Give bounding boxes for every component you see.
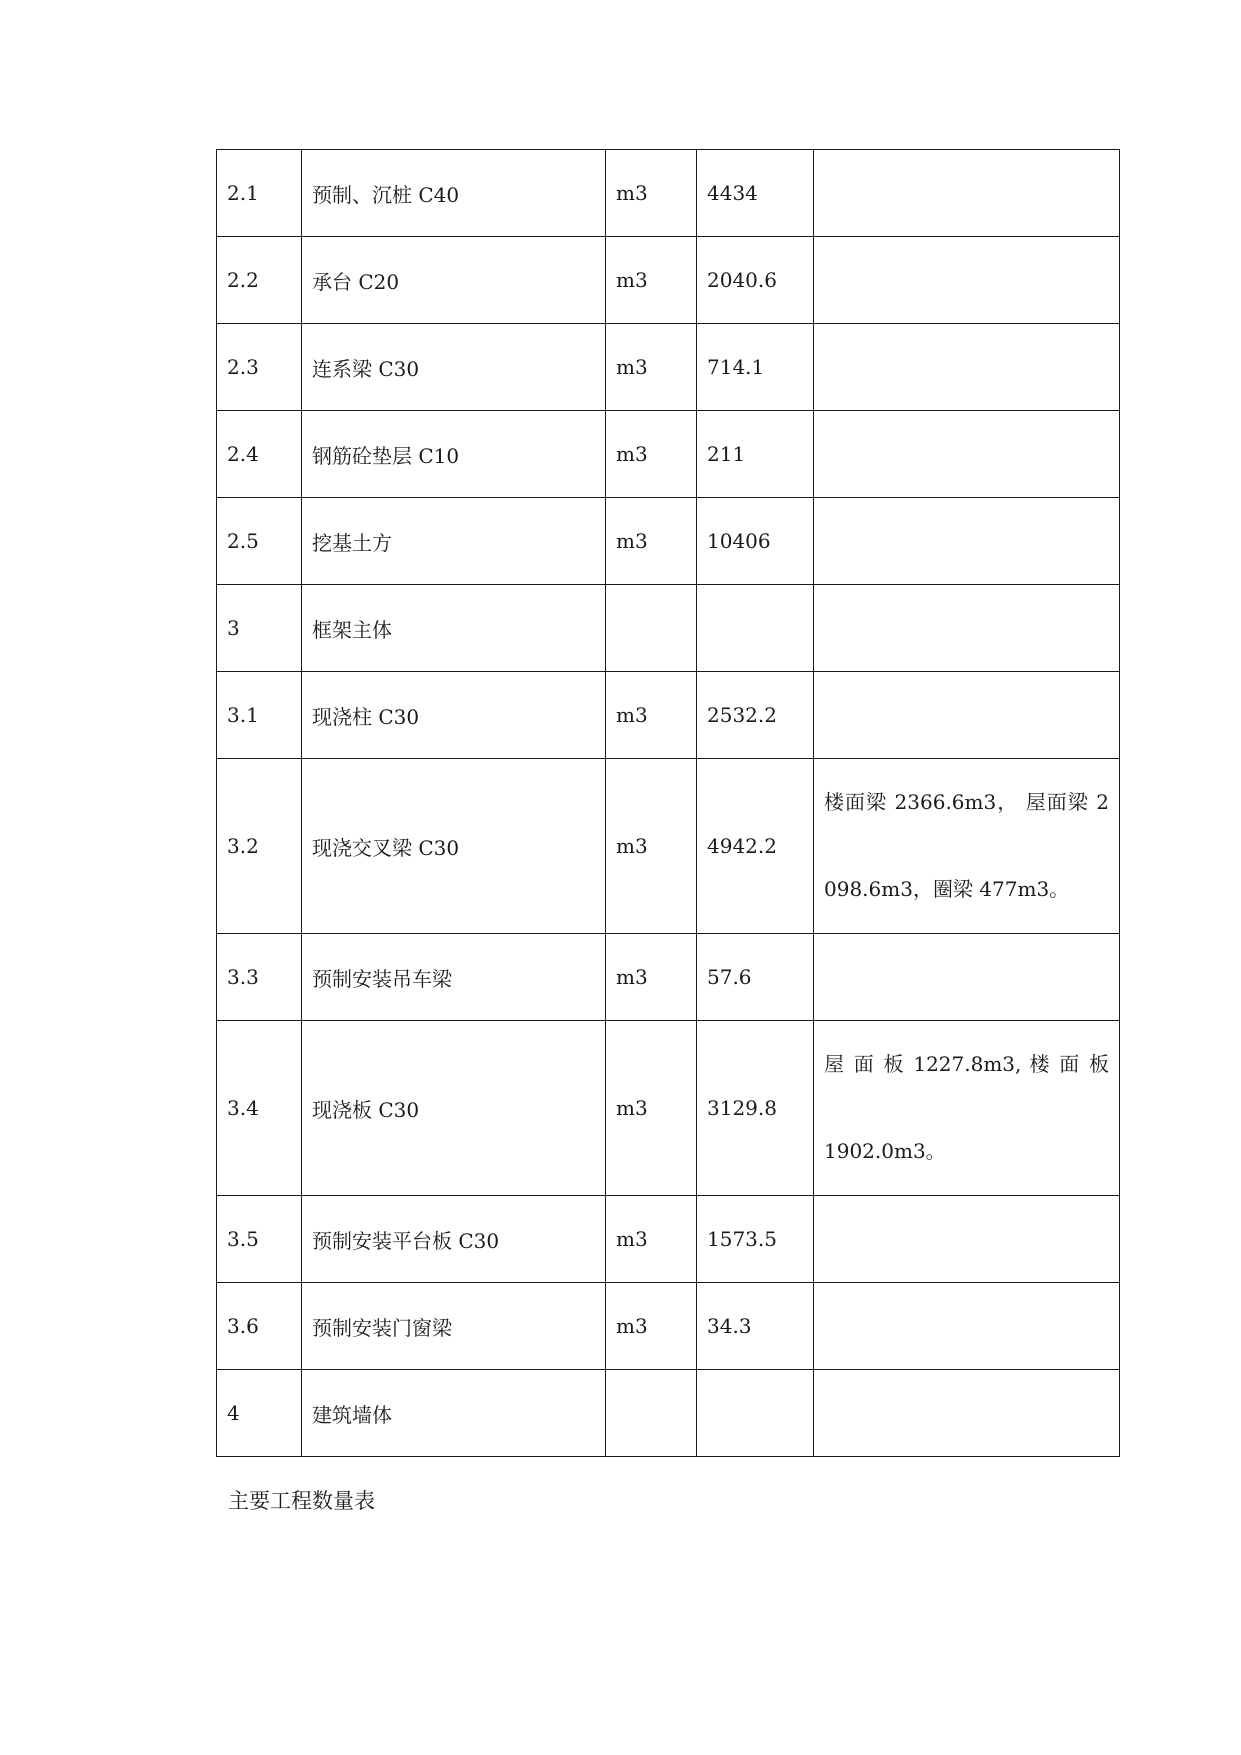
item-number-cell: 3.3 [217,934,302,1021]
note-cell [814,1283,1120,1370]
quantity-cell: 4942.2 [697,759,814,934]
unit-cell: m3 [606,1021,697,1196]
quantity-cell: 2532.2 [697,672,814,759]
table-body [217,150,1120,1457]
item-name-cell: 预制、沉桩 C40 [302,150,606,237]
item-number-cell: 3.2 [217,759,302,934]
unit-cell: m3 [606,1196,697,1283]
quantity-cell: 34.3 [697,1283,814,1370]
item-number-cell: 2.4 [217,411,302,498]
item-number-cell: 3.1 [217,672,302,759]
quantity-cell: 1573.5 [697,1196,814,1283]
unit-cell [606,1370,697,1457]
note-cell [814,324,1120,411]
item-name-cell: 现浇板 C30 [302,1021,606,1196]
table-caption: 主要工程数量表 [228,1489,375,1513]
note-cell [814,672,1120,759]
unit-cell: m3 [606,324,697,411]
note-cell [814,1370,1120,1457]
item-name-cell: 现浇交叉梁 C30 [302,759,606,934]
unit-cell: m3 [606,672,697,759]
item-number-cell: 3.5 [217,1196,302,1283]
item-number-cell: 2.2 [217,237,302,324]
item-name-cell: 钢筋砼垫层 C10 [302,411,606,498]
item-number-cell: 3 [217,585,302,672]
quantity-cell: 57.6 [697,934,814,1021]
item-name-cell: 预制安装门窗梁 [302,1283,606,1370]
note-cell: 楼面梁 2366.6m3， 屋面梁 2098.6m3，圈梁 477m3。 [814,759,1120,934]
unit-cell: m3 [606,498,697,585]
table-row [217,150,1120,237]
table-row [217,1370,1120,1457]
quantity-cell: 4434 [697,150,814,237]
quantity-table [216,149,1120,1457]
item-number-cell: 2.1 [217,150,302,237]
item-number-cell: 3.4 [217,1021,302,1196]
quantity-cell: 10406 [697,498,814,585]
unit-cell: m3 [606,1283,697,1370]
unit-cell [606,585,697,672]
unit-cell: m3 [606,759,697,934]
item-name-cell: 预制安装吊车梁 [302,934,606,1021]
item-name-cell: 现浇柱 C30 [302,672,606,759]
quantity-cell [697,585,814,672]
unit-cell: m3 [606,934,697,1021]
note-cell [814,585,1120,672]
table-row [217,1021,1120,1196]
item-name-cell: 连系梁 C30 [302,324,606,411]
item-number-cell: 4 [217,1370,302,1457]
item-number-cell: 2.5 [217,498,302,585]
table-row [217,324,1120,411]
item-number-cell: 3.6 [217,1283,302,1370]
table-row [217,934,1120,1021]
table-row [217,585,1120,672]
note-cell: 屋 面 板 1227.8m3, 楼 面 板 1902.0m3。 [814,1021,1120,1196]
unit-cell: m3 [606,411,697,498]
table-row [217,1196,1120,1283]
quantity-cell: 2040.6 [697,237,814,324]
quantity-cell: 714.1 [697,324,814,411]
note-cell [814,1196,1120,1283]
table-row [217,1283,1120,1370]
quantity-cell [697,1370,814,1457]
unit-cell: m3 [606,150,697,237]
note-cell [814,150,1120,237]
note-cell [814,411,1120,498]
item-name-cell: 框架主体 [302,585,606,672]
table-row [217,672,1120,759]
quantity-cell: 211 [697,411,814,498]
quantity-cell: 3129.8 [697,1021,814,1196]
item-name-cell: 建筑墙体 [302,1370,606,1457]
table-row [217,759,1120,934]
note-cell [814,237,1120,324]
table-row [217,411,1120,498]
table-row [217,498,1120,585]
item-name-cell: 挖基土方 [302,498,606,585]
item-number-cell: 2.3 [217,324,302,411]
table-row [217,237,1120,324]
note-cell [814,934,1120,1021]
item-name-cell: 预制安装平台板 C30 [302,1196,606,1283]
unit-cell: m3 [606,237,697,324]
item-name-cell: 承台 C20 [302,237,606,324]
note-cell [814,498,1120,585]
